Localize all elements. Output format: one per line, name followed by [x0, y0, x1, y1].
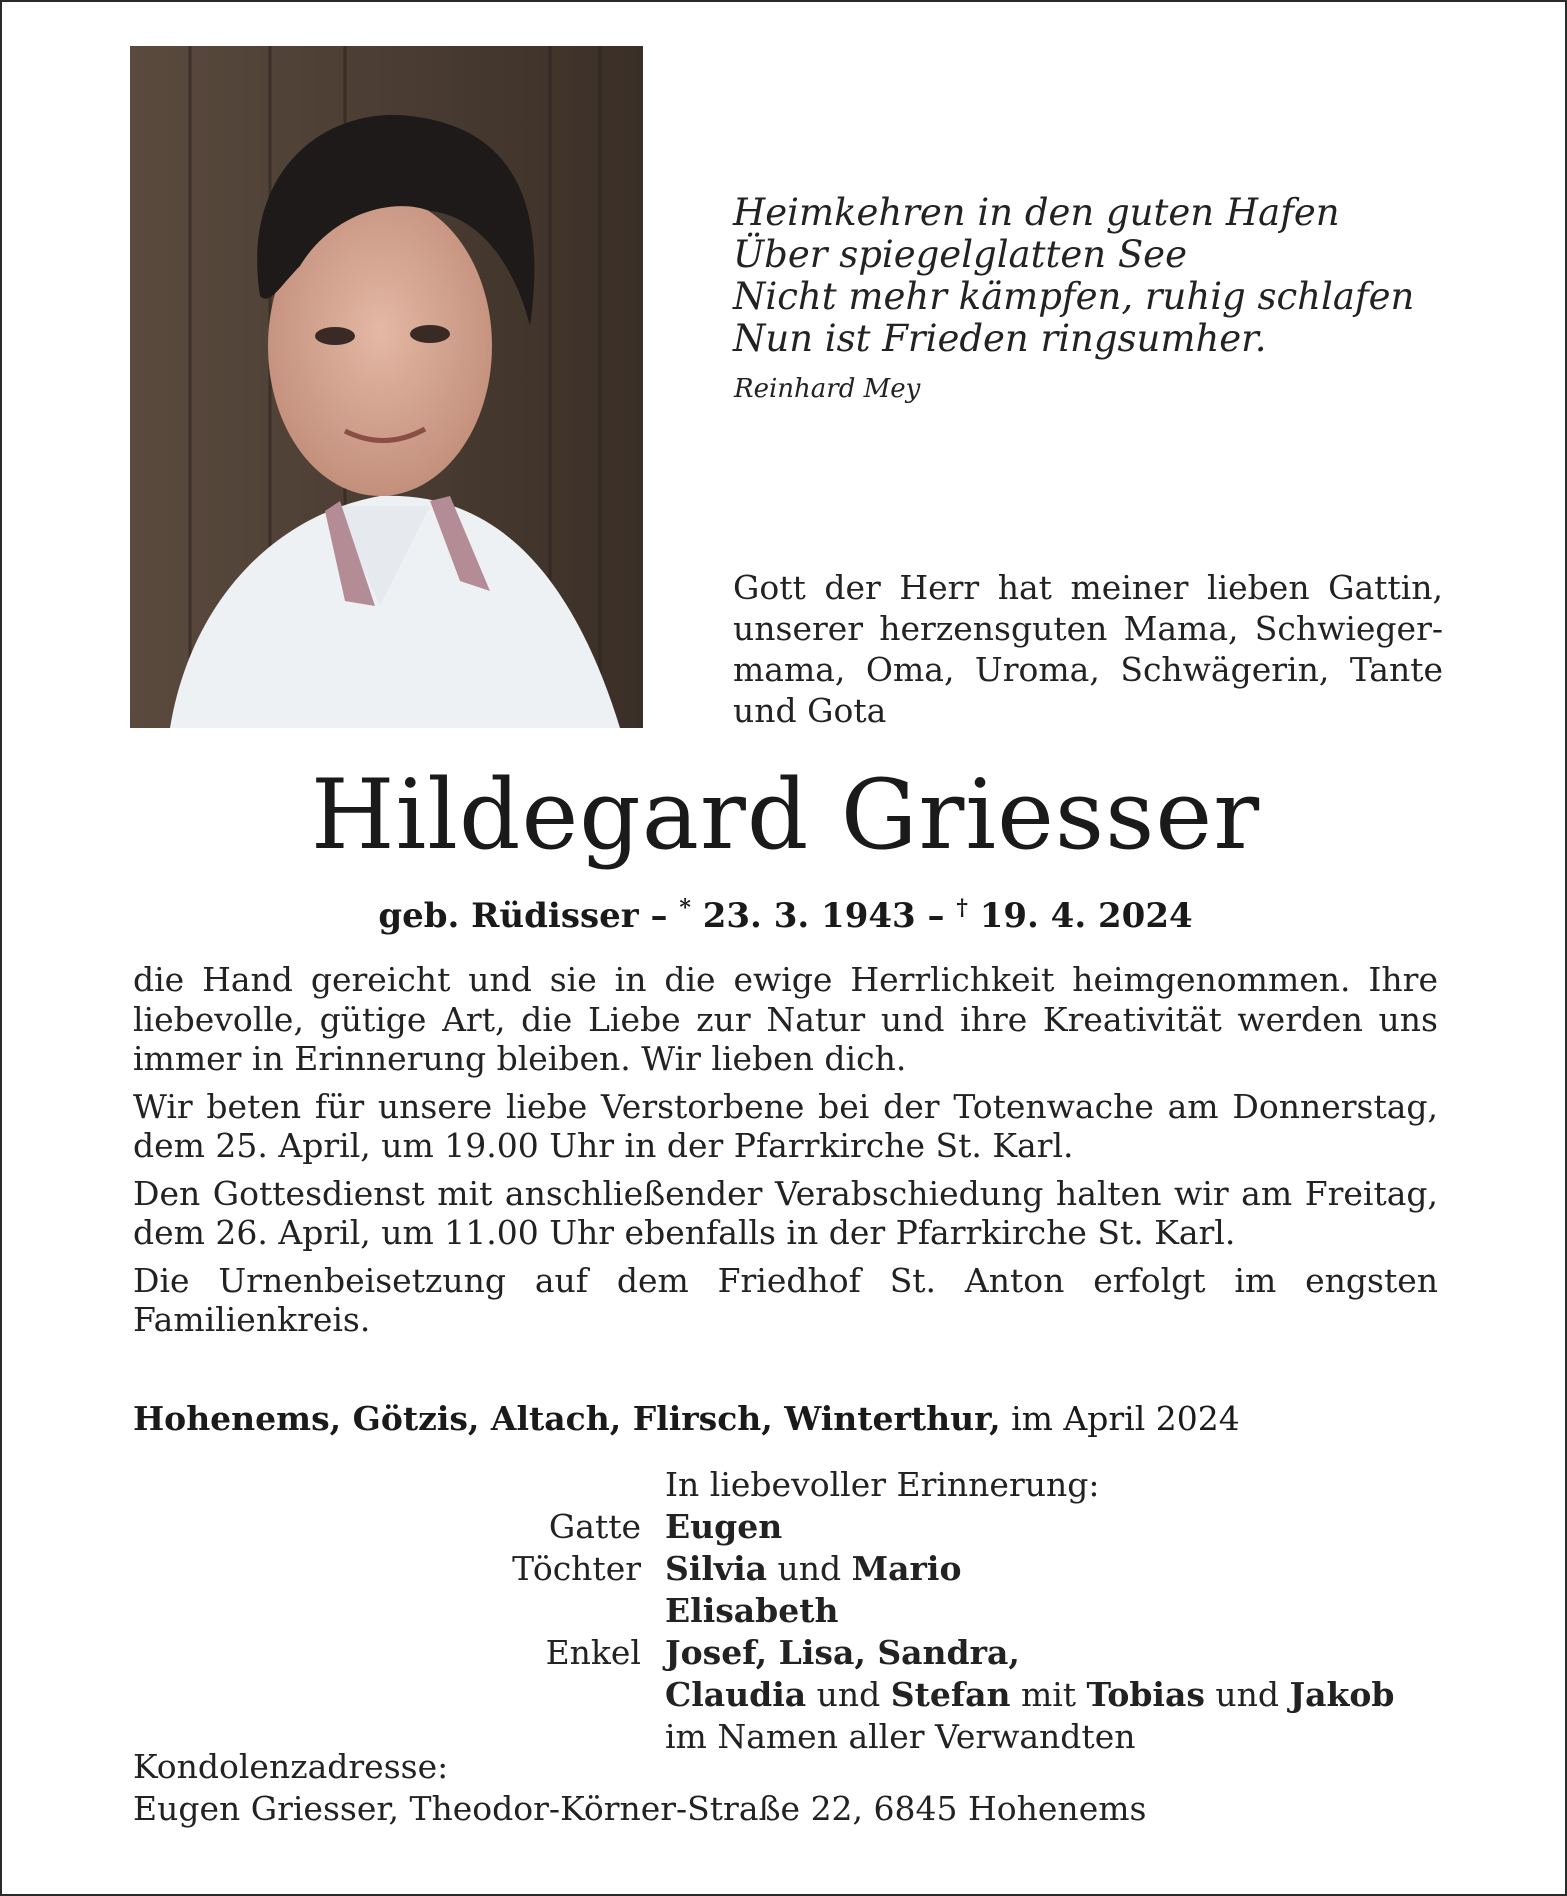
- family-heading: In liebevoller Erinnerung:: [665, 1465, 1100, 1504]
- family-heading-row: [2, 1464, 1567, 1506]
- death-symbol: †: [956, 895, 968, 921]
- text-line: Den Gottesdienst mit anschließender Verabschiedung halten wir am Freitag,: [133, 1173, 1438, 1213]
- deceased-name: Hildegard Griesser: [310, 759, 1261, 871]
- intro-text: [733, 567, 1443, 731]
- relative-names: [665, 1632, 1020, 1674]
- relative-name: Elisabeth: [665, 1591, 839, 1630]
- role-label: Gatte: [548, 1507, 641, 1546]
- role-label: Töchter: [512, 1549, 641, 1588]
- portrait-photo: [130, 46, 643, 728]
- condolence-label: Kondolenzadresse:: [133, 1747, 449, 1786]
- paragraph-burial: [133, 1261, 1438, 1340]
- poem-line: Nicht mehr kämpfen, ruhig schlafen: [733, 275, 1415, 318]
- family-row-enkel-2: [2, 1674, 1567, 1716]
- death-date: 19. 4. 2024: [967, 896, 1193, 936]
- relative-names: [665, 1590, 839, 1632]
- paragraph-tribute: [133, 960, 1438, 1079]
- birth-symbol: *: [679, 895, 691, 921]
- family-row-toechter-2: [2, 1590, 1567, 1632]
- poem-author: Reinhard Mey: [734, 374, 921, 404]
- life-dates: [2, 895, 1567, 936]
- text-line: immer in Erinnerung bleiben. Wir lieben dich.: [133, 1039, 907, 1078]
- family-row-gatte: [2, 1506, 1567, 1548]
- condolence-address: [133, 1746, 1146, 1830]
- intro-line: Gott der Herr hat meiner lieben Gattin,: [733, 568, 1443, 607]
- intro-line: unserer herzensguten Mama, Schwieger-: [733, 609, 1443, 648]
- poem-line: Nun ist Frieden ringsumher.: [733, 317, 1267, 360]
- relative-name: Stefan: [890, 1675, 1011, 1714]
- family-closing: im Namen aller Verwandten: [665, 1717, 1136, 1756]
- conjunction: und: [1204, 1675, 1290, 1714]
- relative-names: [665, 1506, 782, 1548]
- text-line: liebevolle, gütige Art, die Liebe zur Natur und ihre Kreativität werden uns: [133, 999, 1438, 1039]
- role-label: Enkel: [545, 1633, 641, 1672]
- relative-name: Silvia: [665, 1549, 767, 1588]
- text-line: dem 25. April, um 19.00 Uhr in der Pfarrkirche St. Karl.: [133, 1126, 1074, 1165]
- conjunction: und: [806, 1675, 891, 1714]
- intro-line: mama, Oma, Uroma, Schwägerin, Tante: [733, 650, 1443, 689]
- text-line: Die Urnenbeisetzung auf dem Friedhof St. Anton erfolgt im engsten: [133, 1260, 1438, 1300]
- family-row-enkel: [2, 1632, 1567, 1674]
- text-line: die Hand gereicht und sie in die ewige Herrlichkeit heimgenommen. Ihre: [133, 960, 1438, 999]
- conjunction: mit: [1010, 1675, 1087, 1714]
- relative-name: Josef, Lisa, Sandra,: [665, 1633, 1020, 1672]
- date: im April 2024: [1000, 1399, 1240, 1438]
- relative-names: [665, 1548, 961, 1590]
- towns: Hohenems, Götzis, Altach, Flirsch, Winterthur,: [133, 1399, 1001, 1438]
- relative-names: [665, 1674, 1394, 1716]
- family-list: [2, 1464, 1567, 1758]
- text-line: dem 26. April, um 11.00 Uhr ebenfalls in der Pfarrkirche St. Karl.: [133, 1213, 1236, 1252]
- conjunction: und: [767, 1549, 852, 1588]
- poem-line: Heimkehren in den guten Hafen: [733, 191, 1340, 234]
- paragraph-service: [133, 1174, 1438, 1253]
- place-and-date: [133, 1399, 1240, 1438]
- relative-name: Eugen: [665, 1507, 783, 1546]
- relative-name: Tobias: [1086, 1675, 1205, 1714]
- condolence-address-text: Eugen Griesser, Theodor-Körner-Straße 22, 6845 Hohenems: [133, 1789, 1147, 1828]
- birth-name: geb. Rüdisser –: [378, 896, 680, 936]
- family-row-toechter: [2, 1548, 1567, 1590]
- relative-name: Mario: [851, 1549, 962, 1588]
- poem-line: Über spiegelglatten See: [733, 233, 1187, 276]
- text-line: Wir beten für unsere liebe Verstorbene bei der Totenwache am Donnerstag,: [133, 1086, 1438, 1126]
- paragraph-wake: [133, 1087, 1438, 1166]
- relative-name: Claudia: [665, 1675, 807, 1714]
- relative-name: Jakob: [1289, 1675, 1395, 1714]
- portrait-image: [130, 46, 643, 728]
- text-line: Familienkreis.: [133, 1300, 371, 1339]
- birth-date: 23. 3. 1943 –: [690, 896, 957, 936]
- body-text: [133, 960, 1438, 1348]
- intro-line: und Gota: [733, 691, 887, 730]
- poem: [733, 192, 1493, 360]
